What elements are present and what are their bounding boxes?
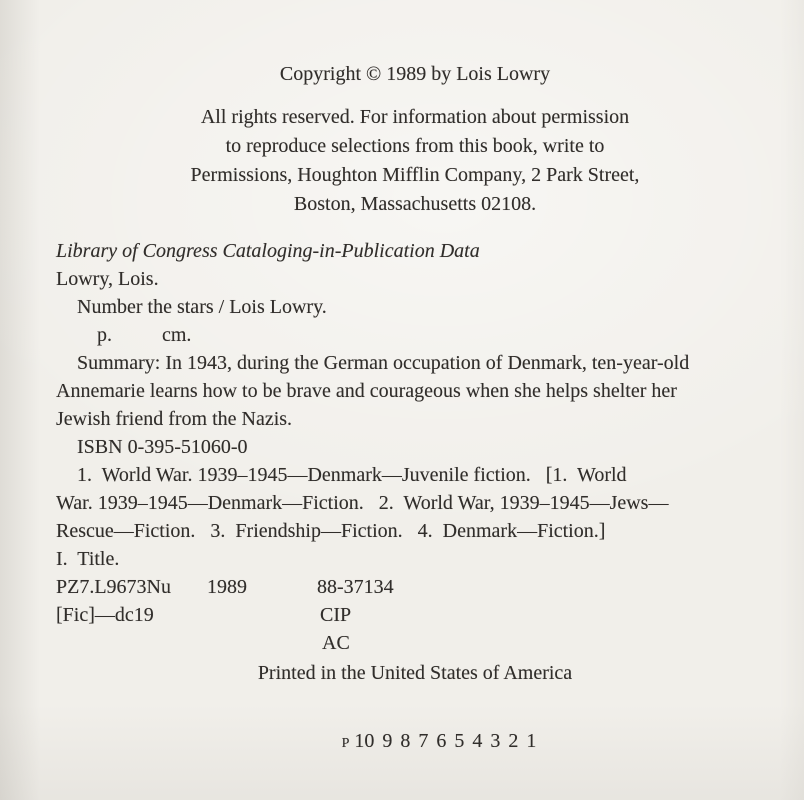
publication-year: 1989 — [207, 576, 247, 598]
call-number-row — [56, 573, 774, 601]
added-entry-line: I. Title. — [56, 548, 120, 570]
summary-line: Annemarie learns how to be brave and courageous when she helps shelter her — [56, 380, 677, 402]
printing-prefix: P — [341, 736, 351, 751]
author-entry: Lowry, Lois. — [56, 268, 159, 290]
cataloging-in-publication-block — [56, 237, 774, 657]
printed-in-line: Printed in the United States of America — [257, 662, 573, 684]
rights-line: to reproduce selections from this book, write to — [225, 135, 605, 157]
rights-line: Permissions, Houghton Mifflin Company, 2 Park Street, — [190, 164, 640, 186]
isbn-line: ISBN 0-395-51060-0 — [77, 436, 248, 458]
subject-heading-line: 1. World War. 1939–1945—Denmark—Juvenile fiction. [1. World — [77, 464, 627, 486]
ac-label: AC — [322, 632, 350, 654]
rights-line: All rights reserved. For information about permission — [200, 106, 630, 128]
dewey-number: [Fic]—dc19 — [56, 604, 154, 626]
summary-line: Summary: In 1943, during the German occupation of Denmark, ten-year-old — [77, 352, 690, 374]
printing-numbers: 10 9 8 7 6 5 4 3 2 1 — [354, 730, 537, 752]
summary-line: Jewish friend from the Nazis. — [56, 408, 293, 430]
lccn-number: 88-37134 — [317, 576, 394, 598]
rights-paragraph — [56, 103, 774, 219]
collation-line: p. cm. — [97, 324, 192, 346]
subject-heading-line: War. 1939–1945—Denmark—Fiction. 2. World War, 1939–1945—Jews— — [56, 492, 669, 514]
loc-call-number: PZ7.L9673Nu — [56, 576, 171, 598]
rights-line: Boston, Massachusetts 02108. — [293, 193, 537, 215]
cip-label: CIP — [320, 604, 352, 626]
printing-number-line — [56, 699, 774, 786]
ac-row — [56, 629, 774, 657]
title-statement: Number the stars / Lois Lowry. — [77, 296, 327, 318]
cip-heading: Library of Congress Cataloging-in-Publication Data — [56, 240, 480, 262]
subject-heading-line: Rescue—Fiction. 3. Friendship—Fiction. 4. Denmark—Fiction.] — [56, 520, 606, 542]
copyright-page-content — [56, 0, 774, 786]
dewey-row — [56, 601, 774, 629]
copyright-notice: Copyright © 1989 by Lois Lowry — [279, 63, 551, 85]
